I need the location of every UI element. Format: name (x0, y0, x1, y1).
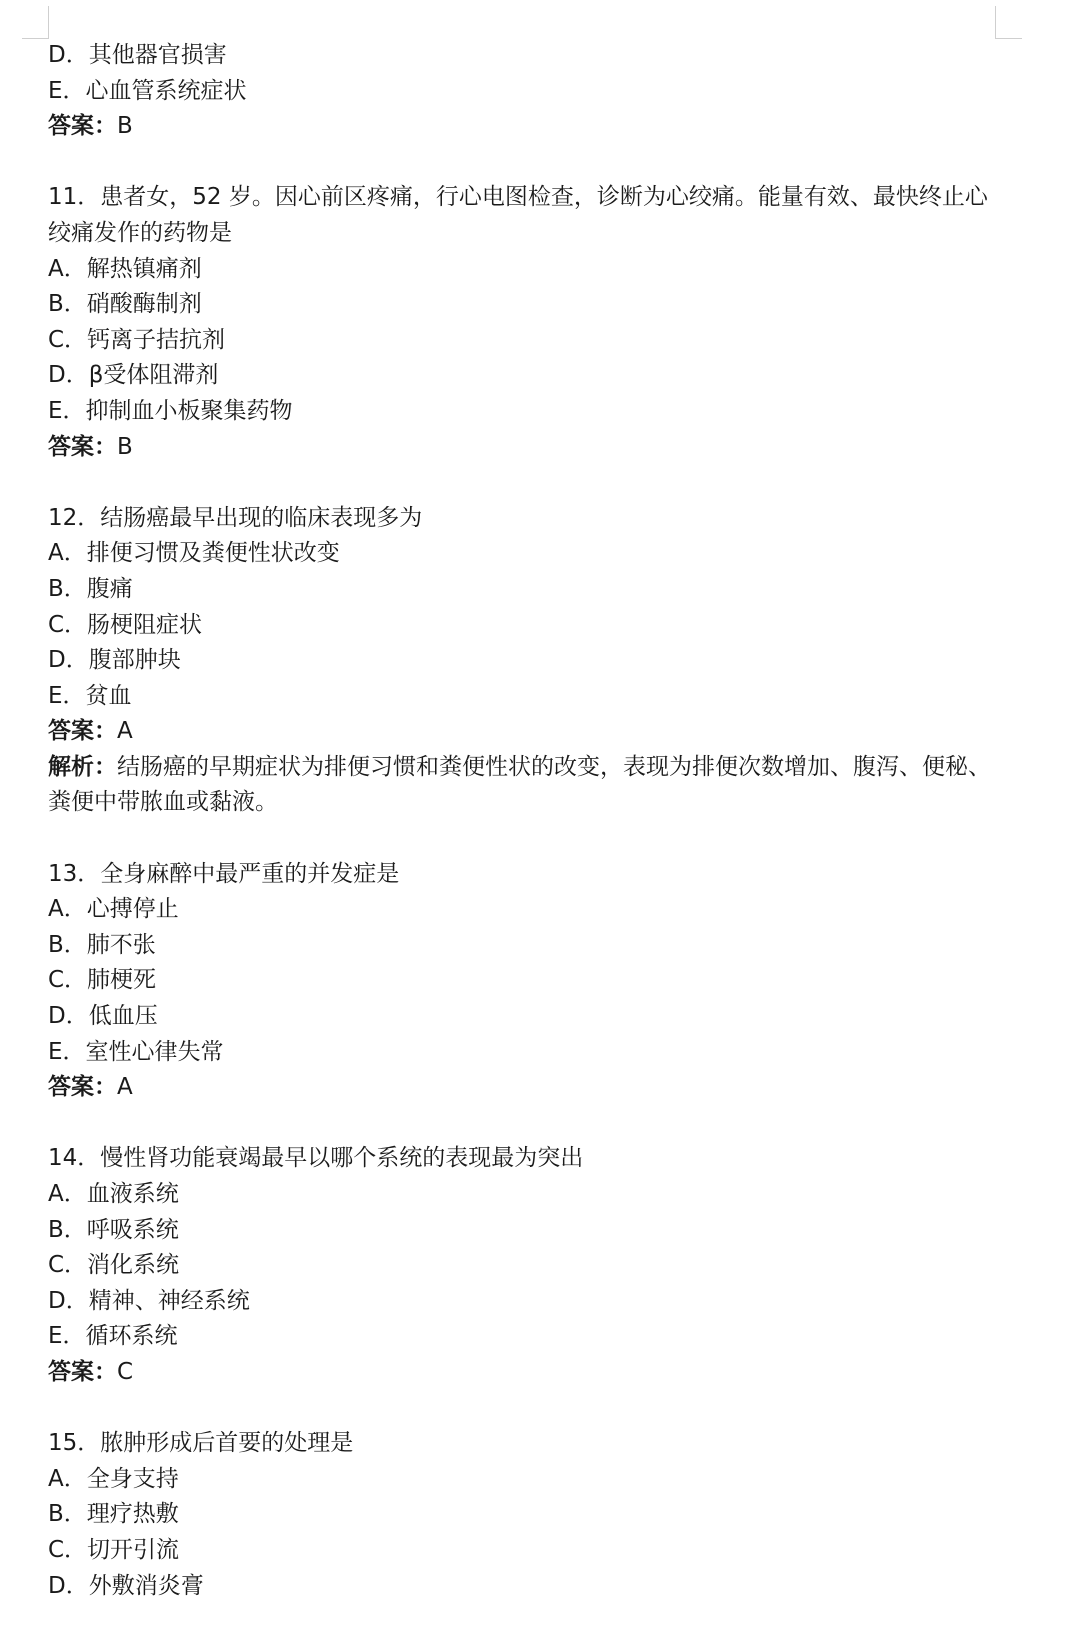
option-item: E．贫血 (48, 682, 132, 709)
option-item: B．理疗热敷 (48, 1501, 179, 1528)
answer-line (48, 714, 1008, 750)
document-content (48, 38, 1008, 1604)
answer-label: 答案： (48, 1358, 117, 1385)
option-item: D．精神、神经系统 (48, 1287, 250, 1314)
question-block (48, 857, 1008, 1106)
option-item: A．血液系统 (48, 1181, 179, 1207)
option-item: B．呼吸系统 (48, 1216, 179, 1243)
option-item: B．肺不张 (48, 931, 156, 958)
analysis-label: 解析： (48, 753, 117, 780)
option-item: E．抑制血小板聚集药物 (48, 397, 293, 424)
question-block (48, 1141, 1008, 1390)
page-corner-mark-right (995, 6, 1022, 39)
option-item: A．排便习惯及粪便性状改变 (48, 540, 340, 567)
question-block (48, 1426, 1008, 1604)
answer-value: C (117, 1358, 134, 1385)
question-stem: 13．全身麻醉中最严重的并发症是 (48, 860, 400, 887)
question-block (48, 501, 1008, 821)
answer-label: 答案： (48, 113, 117, 140)
option-item: A．解热镇痛剂 (48, 255, 202, 282)
option-item: C．钙离子拮抗剂 (48, 326, 226, 353)
question-stem: 15．脓肿形成后首要的处理是 (48, 1430, 354, 1457)
question-stem: 12．结肠癌最早出现的临床表现多为 (48, 504, 423, 531)
option-item: C．肠梗阻症状 (48, 611, 203, 638)
question-stem: 14．慢性肾功能衰竭最早以哪个系统的表现最为突出 (48, 1145, 584, 1172)
answer-line (48, 1355, 1008, 1391)
option-item: E．室性心律失常 (48, 1038, 224, 1065)
option-item: B．硝酸酶制剂 (48, 291, 202, 318)
answer-label: 答案： (48, 1074, 117, 1101)
question-stem: 11．患者女，52 岁。因心前区疼痛，行心电图检查，诊断为心绞痛。能量有效、最快终止心绞痛发作的药物是 (48, 184, 988, 246)
option-item: D．低血压 (48, 1003, 158, 1030)
analysis-text: 结肠癌的早期症状为排便习惯和粪便性状的改变，表现为排便次数增加、腹泻、便秘、粪便中带脓血或黏液。 (48, 753, 991, 816)
answer-value: B (117, 113, 133, 140)
option-item: C．切开引流 (48, 1536, 180, 1563)
option-item: A．全身支持 (48, 1465, 179, 1492)
option-item: D．β受体阻滞剂 (48, 362, 219, 389)
answer-value: B (117, 433, 133, 460)
option-item: E．循环系统 (48, 1323, 178, 1350)
answer-line (48, 430, 1008, 466)
answer-label: 答案： (48, 718, 117, 745)
option-item: C．消化系统 (48, 1252, 180, 1279)
answer-line (48, 109, 1008, 145)
option-item: D．腹部肿块 (48, 647, 181, 674)
answer-value: A (117, 718, 133, 745)
option-item: B．腹痛 (48, 575, 133, 602)
question-block (48, 180, 1008, 465)
option-item: A．心搏停止 (48, 896, 179, 923)
option-item: E．心血管系统症状 (48, 77, 247, 104)
option-item: D．其他器官损害 (48, 42, 227, 68)
page-corner-mark-left (22, 6, 49, 39)
answer-line (48, 1070, 1008, 1106)
option-item: C．肺梗死 (48, 967, 157, 994)
answer-label: 答案： (48, 433, 117, 460)
option-item: D．外敷消炎膏 (48, 1572, 204, 1599)
answer-value: A (117, 1074, 133, 1101)
analysis-paragraph (48, 750, 1008, 821)
